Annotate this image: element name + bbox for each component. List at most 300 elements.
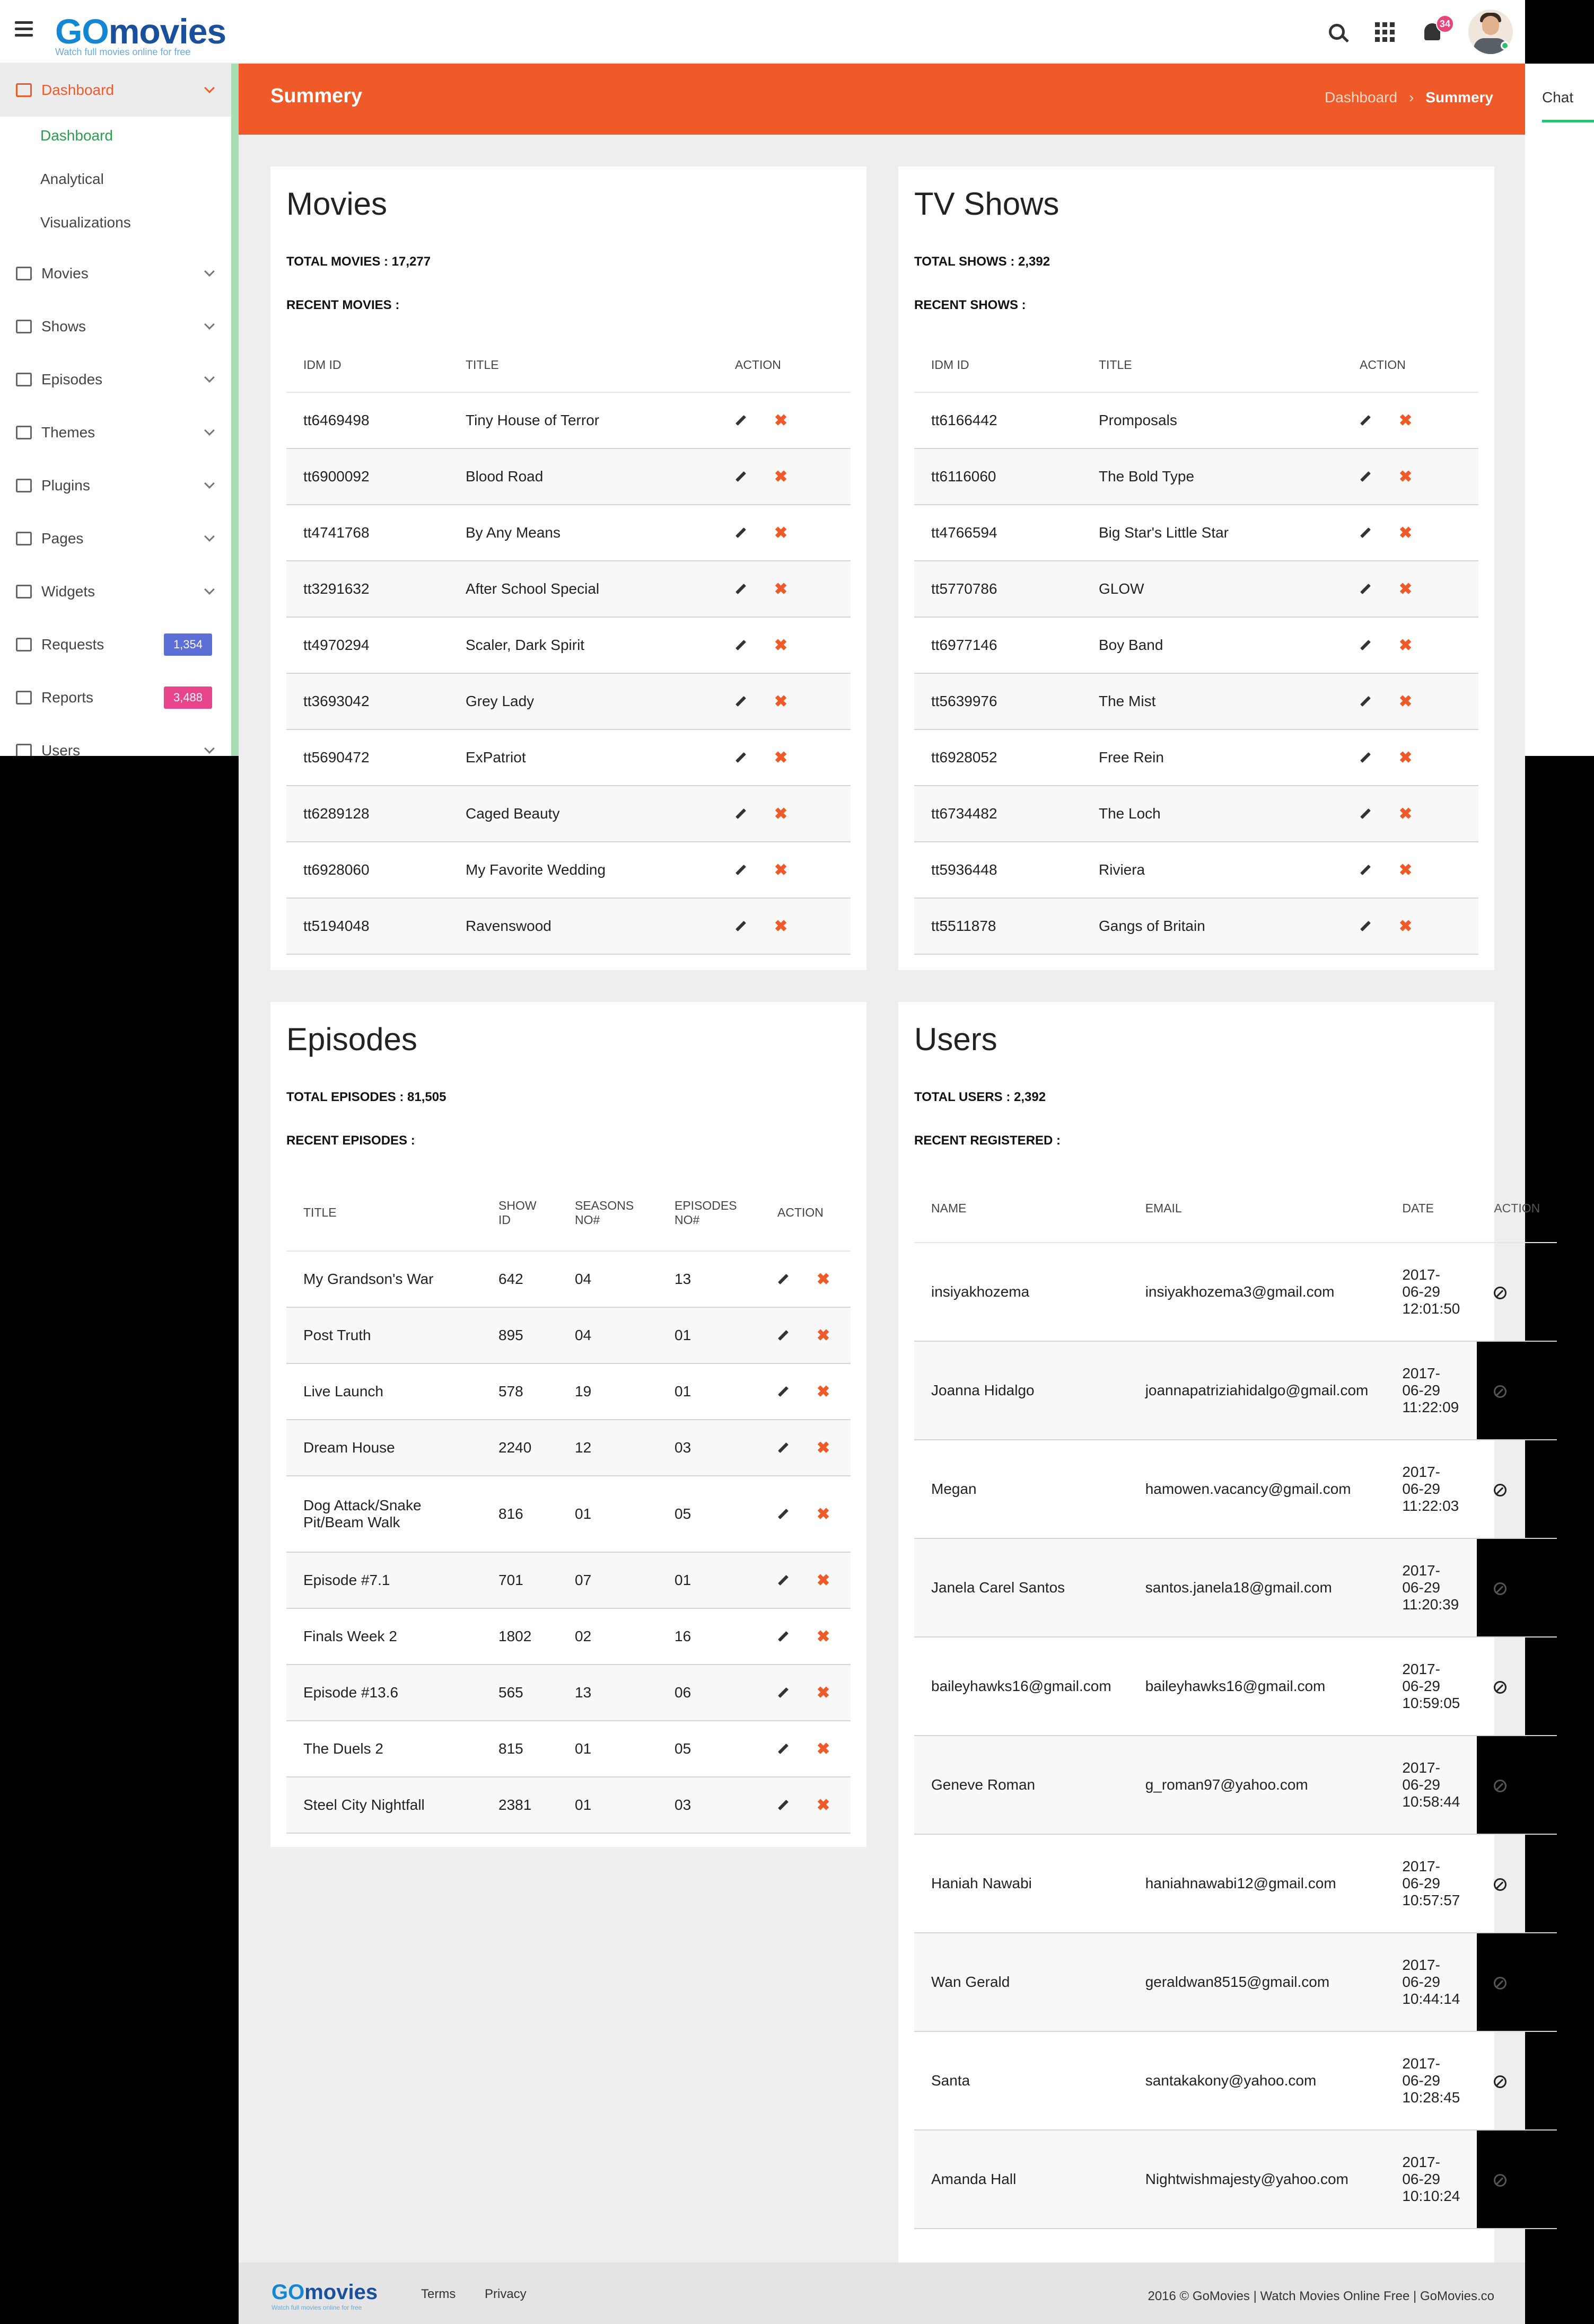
edit-icon[interactable] xyxy=(778,1509,789,1519)
edit-icon[interactable] xyxy=(1360,640,1371,650)
sidebar-item-users[interactable] xyxy=(0,724,231,756)
chevron-down-icon xyxy=(204,743,215,754)
delete-icon[interactable]: ✖ xyxy=(1399,468,1413,486)
table-cell: tt5690472 xyxy=(286,729,449,786)
block-user-icon[interactable] xyxy=(1494,1780,1507,1792)
delete-icon[interactable]: ✖ xyxy=(1399,749,1413,767)
action-cell xyxy=(1477,2130,1557,2229)
sidebar-item-episodes[interactable] xyxy=(0,353,231,406)
action-cell xyxy=(760,1777,851,1833)
block-user-icon[interactable] xyxy=(1494,1977,1507,1990)
delete-icon[interactable]: ✖ xyxy=(1399,805,1413,823)
apps-button[interactable] xyxy=(1361,0,1408,64)
breadcrumb-dashboard[interactable]: Dashboard xyxy=(1325,89,1398,105)
action-cell xyxy=(760,1251,851,1307)
table-row[interactable] xyxy=(286,1420,851,1476)
action-cell xyxy=(718,842,851,898)
table-cell: 04 xyxy=(558,1251,658,1307)
delete-icon[interactable]: ✖ xyxy=(774,917,788,935)
action-cell xyxy=(718,729,851,786)
table-row[interactable] xyxy=(286,1251,851,1307)
edit-icon[interactable] xyxy=(735,865,746,875)
breadcrumb xyxy=(1325,89,1493,106)
table-cell: tt4970294 xyxy=(286,617,449,673)
delete-icon[interactable]: ✖ xyxy=(1399,917,1413,935)
action-cell xyxy=(1343,898,1478,954)
sidebar xyxy=(0,64,239,756)
action-cell xyxy=(760,1665,851,1721)
table-cell: Post Truth xyxy=(286,1307,481,1363)
layers-icon xyxy=(16,532,32,545)
user-menu[interactable] xyxy=(1456,0,1525,64)
users-title: Users xyxy=(914,1022,997,1057)
edit-icon[interactable] xyxy=(735,584,746,594)
table-cell: tt5639976 xyxy=(914,673,1082,729)
table-cell: 2017- 06-29 11:22:03 xyxy=(1385,1440,1477,1538)
grid-icon xyxy=(16,320,32,333)
action-cell xyxy=(1343,673,1478,729)
logo-movies: movies xyxy=(304,2281,378,2304)
table-row[interactable] xyxy=(914,1637,1557,1736)
plugin-icon xyxy=(16,479,32,492)
users-total: TOTAL USERS : 2,392 xyxy=(914,1090,1046,1104)
users-recent-label: RECENT REGISTERED : xyxy=(914,1133,1061,1148)
chat-panel xyxy=(1525,64,1594,756)
table-cell: tt3291632 xyxy=(286,561,449,617)
table-row[interactable] xyxy=(286,842,851,898)
table-cell: 565 xyxy=(481,1665,558,1721)
action-cell xyxy=(760,1721,851,1777)
action-cell xyxy=(1477,1637,1557,1736)
table-cell: tt6166442 xyxy=(914,392,1082,448)
table-cell: 1802 xyxy=(481,1608,558,1665)
delete-icon[interactable]: ✖ xyxy=(774,636,788,654)
shows-total: TOTAL SHOWS : 2,392 xyxy=(914,254,1050,269)
table-cell: Caged Beauty xyxy=(449,786,718,842)
episodes-recent-label: RECENT EPISODES : xyxy=(286,1133,415,1148)
table-cell: tt4741768 xyxy=(286,505,449,561)
column-header: IDM ID xyxy=(286,338,449,392)
block-user-icon[interactable] xyxy=(1494,1484,1507,1496)
action-cell xyxy=(1477,1933,1557,2031)
sidebar-sub-visualizations[interactable]: Visualizations xyxy=(40,214,131,231)
delete-icon[interactable]: ✖ xyxy=(817,1326,830,1344)
action-cell xyxy=(1343,392,1478,448)
page-title: Summery xyxy=(270,85,363,107)
table-row[interactable] xyxy=(286,1363,851,1420)
table-row[interactable] xyxy=(914,1243,1557,1341)
delete-icon[interactable]: ✖ xyxy=(817,1627,830,1645)
table-cell: Live Launch xyxy=(286,1363,481,1420)
logo[interactable] xyxy=(55,14,226,58)
delete-icon[interactable]: ✖ xyxy=(774,468,788,486)
delete-icon[interactable]: ✖ xyxy=(817,1439,830,1457)
column-header: ACTION xyxy=(760,1175,851,1251)
column-header: ACTION xyxy=(1477,1175,1557,1243)
chevron-down-icon xyxy=(204,478,215,489)
table-cell: 2017- 06-29 10:28:45 xyxy=(1385,2031,1477,2130)
table-cell: 701 xyxy=(481,1552,558,1608)
sidebar-item-label: Dashboard xyxy=(41,82,114,98)
table-row[interactable] xyxy=(914,1341,1557,1440)
column-header: EPISODES NO# xyxy=(658,1175,760,1251)
table-row[interactable] xyxy=(914,505,1478,561)
table-cell: 06 xyxy=(658,1665,760,1721)
table-cell: Megan xyxy=(914,1440,1128,1538)
action-cell xyxy=(1477,1341,1557,1440)
table-cell: My Favorite Wedding xyxy=(449,842,718,898)
action-cell xyxy=(760,1420,851,1476)
table-cell: tt6977146 xyxy=(914,617,1082,673)
column-header: TITLE xyxy=(449,338,718,392)
table-cell: Dog Attack/Snake Pit/Beam Walk xyxy=(286,1476,481,1552)
table-cell: haniahnawabi12@gmail.com xyxy=(1128,1834,1386,1933)
logo-go: GO xyxy=(271,2281,305,2304)
table-cell: 03 xyxy=(658,1777,760,1833)
block-user-icon[interactable] xyxy=(1494,2075,1507,2088)
sidebar-item-label: Themes xyxy=(41,424,95,441)
sidebar-item-movies[interactable] xyxy=(0,247,231,300)
edit-icon[interactable] xyxy=(735,696,746,707)
table-cell: Episode #7.1 xyxy=(286,1552,481,1608)
notifications-button[interactable] xyxy=(1408,0,1456,64)
edit-icon[interactable] xyxy=(778,1575,789,1586)
table-cell: Gangs of Britain xyxy=(1082,898,1343,954)
episodes-total: TOTAL EPISODES : 81,505 xyxy=(286,1090,446,1104)
delete-icon[interactable]: ✖ xyxy=(817,1796,830,1814)
edit-icon[interactable] xyxy=(1360,415,1371,426)
table-cell: 2017- 06-29 12:01:50 xyxy=(1385,1243,1477,1341)
sidebar-item-label: Reports xyxy=(41,689,94,706)
table-row[interactable] xyxy=(286,786,851,842)
edit-icon[interactable] xyxy=(778,1442,789,1453)
action-cell xyxy=(1343,786,1478,842)
edit-icon[interactable] xyxy=(778,1631,789,1642)
table-row[interactable] xyxy=(914,1834,1557,1933)
table-cell: 2017- 06-29 10:10:24 xyxy=(1385,2130,1477,2229)
edit-icon[interactable] xyxy=(778,1744,789,1754)
table-row[interactable] xyxy=(914,1736,1557,1834)
block-user-icon[interactable] xyxy=(1494,1681,1507,1694)
search-icon xyxy=(1329,24,1345,40)
delete-icon[interactable]: ✖ xyxy=(817,1270,830,1288)
table-cell: tt5511878 xyxy=(914,898,1082,954)
table-cell: The Loch xyxy=(1082,786,1343,842)
movies-card xyxy=(270,166,866,970)
table-cell: insiyakhozema3@gmail.com xyxy=(1128,1243,1386,1341)
chevron-down-icon xyxy=(204,319,215,330)
sidebar-item-label: Movies xyxy=(41,265,89,281)
table-cell: Geneve Roman xyxy=(914,1736,1128,1834)
delete-icon[interactable]: ✖ xyxy=(817,1684,830,1702)
table-row[interactable] xyxy=(914,729,1478,786)
delete-icon[interactable]: ✖ xyxy=(774,861,788,879)
table-cell: 12 xyxy=(558,1420,658,1476)
logo-movies: movies xyxy=(108,12,226,51)
table-cell: tt6734482 xyxy=(914,786,1082,842)
table-cell: My Grandson's War xyxy=(286,1251,481,1307)
table-cell: 01 xyxy=(658,1307,760,1363)
delete-icon[interactable]: ✖ xyxy=(1399,636,1413,654)
edit-icon[interactable] xyxy=(735,640,746,650)
table-cell: Dream House xyxy=(286,1420,481,1476)
delete-icon[interactable]: ✖ xyxy=(774,524,788,542)
table-cell: 01 xyxy=(658,1363,760,1420)
movies-title: Movies xyxy=(286,186,388,222)
table-row[interactable] xyxy=(286,392,851,448)
edit-icon[interactable] xyxy=(778,1386,789,1397)
chevron-right-icon: › xyxy=(1409,89,1414,105)
delete-icon[interactable]: ✖ xyxy=(1399,524,1413,542)
search-button[interactable] xyxy=(1313,0,1361,64)
chevron-down-icon xyxy=(204,266,215,277)
breadcrumb-current: Summery xyxy=(1425,89,1493,105)
delete-icon[interactable]: ✖ xyxy=(1399,692,1413,710)
action-cell xyxy=(760,1307,851,1363)
delete-icon[interactable]: ✖ xyxy=(774,411,788,429)
edit-icon[interactable] xyxy=(1360,808,1371,819)
column-header: EMAIL xyxy=(1128,1175,1386,1243)
table-cell: Big Star's Little Star xyxy=(1082,505,1343,561)
terms-link[interactable]: Terms xyxy=(421,2287,456,2301)
table-cell: tt6928060 xyxy=(286,842,449,898)
delete-icon[interactable]: ✖ xyxy=(817,1740,830,1758)
table-row[interactable] xyxy=(286,898,851,954)
action-cell xyxy=(760,1363,851,1420)
sidebar-item-dashboard[interactable] xyxy=(0,64,231,117)
sidebar-item-widgets[interactable] xyxy=(0,565,231,618)
action-cell xyxy=(1477,1440,1557,1538)
logo-go: GO xyxy=(55,12,109,51)
action-cell xyxy=(718,786,851,842)
table-cell: Steel City Nightfall xyxy=(286,1777,481,1833)
table-cell: tt5936448 xyxy=(914,842,1082,898)
table-row[interactable] xyxy=(286,673,851,729)
table-cell: tt6289128 xyxy=(286,786,449,842)
table-cell: Boy Band xyxy=(1082,617,1343,673)
action-cell xyxy=(1477,2031,1557,2130)
shows-table xyxy=(914,338,1478,955)
edit-icon[interactable] xyxy=(735,921,746,931)
delete-icon[interactable]: ✖ xyxy=(817,1571,830,1589)
table-cell: 642 xyxy=(481,1251,558,1307)
delete-icon[interactable]: ✖ xyxy=(774,805,788,823)
table-row[interactable] xyxy=(286,561,851,617)
block-user-icon[interactable] xyxy=(1494,1385,1507,1398)
delete-icon[interactable]: ✖ xyxy=(1399,580,1413,598)
action-cell xyxy=(760,1552,851,1608)
action-cell xyxy=(1477,1243,1557,1341)
edit-icon[interactable] xyxy=(1360,752,1371,763)
table-row[interactable] xyxy=(914,898,1478,954)
action-cell xyxy=(1477,1538,1557,1637)
delete-icon[interactable]: ✖ xyxy=(817,1383,830,1401)
table-cell: 2017- 06-29 11:22:09 xyxy=(1385,1341,1477,1440)
table-row[interactable] xyxy=(914,673,1478,729)
table-cell: 2017- 06-29 11:20:39 xyxy=(1385,1538,1477,1637)
table-cell: Grey Lady xyxy=(449,673,718,729)
edit-icon[interactable] xyxy=(778,1274,789,1284)
table-row[interactable] xyxy=(914,392,1478,448)
table-cell: Janela Carel Santos xyxy=(914,1538,1128,1637)
table-cell: 01 xyxy=(558,1777,658,1833)
episodes-card xyxy=(270,1002,866,1847)
table-cell: Wan Gerald xyxy=(914,1933,1128,2031)
block-user-icon[interactable] xyxy=(1494,1878,1507,1891)
dashboard-icon xyxy=(16,83,32,97)
table-cell: 578 xyxy=(481,1363,558,1420)
table-cell: baileyhawks16@gmail.com xyxy=(1128,1637,1386,1736)
sidebar-item-reports[interactable] xyxy=(0,671,231,724)
table-cell: Nightwishmajesty@yahoo.com xyxy=(1128,2130,1386,2229)
edit-icon[interactable] xyxy=(735,471,746,482)
table-row[interactable] xyxy=(286,1665,851,1721)
table-row[interactable] xyxy=(914,1538,1557,1637)
table-cell: santos.janela18@gmail.com xyxy=(1128,1538,1386,1637)
table-cell: Riviera xyxy=(1082,842,1343,898)
edit-icon[interactable] xyxy=(778,1687,789,1698)
table-row[interactable] xyxy=(914,1440,1557,1538)
sidebar-item-pages[interactable] xyxy=(0,512,231,565)
sidebar-item-plugins[interactable] xyxy=(0,459,231,512)
shows-recent-label: RECENT SHOWS : xyxy=(914,298,1026,312)
edit-icon[interactable] xyxy=(778,1330,789,1341)
table-row[interactable] xyxy=(914,786,1478,842)
edit-icon[interactable] xyxy=(1360,471,1371,482)
table-cell: 2017- 06-29 10:57:57 xyxy=(1385,1834,1477,1933)
edit-icon[interactable] xyxy=(735,415,746,426)
action-cell xyxy=(718,448,851,505)
table-row[interactable] xyxy=(914,2031,1557,2130)
main-content xyxy=(239,64,1540,2324)
table-row[interactable] xyxy=(286,505,851,561)
sidebar-item-requests[interactable] xyxy=(0,618,231,671)
table-cell: geraldwan8515@gmail.com xyxy=(1128,1933,1386,2031)
edit-icon[interactable] xyxy=(1360,865,1371,875)
action-cell xyxy=(1477,1834,1557,1933)
edit-icon[interactable] xyxy=(1360,584,1371,594)
footer-logo[interactable] xyxy=(271,2281,378,2304)
table-row[interactable] xyxy=(914,617,1478,673)
edit-icon[interactable] xyxy=(778,1800,789,1810)
table-cell: 01 xyxy=(658,1552,760,1608)
column-header: TITLE xyxy=(286,1175,481,1251)
episode-icon xyxy=(16,373,32,386)
table-cell: tt5194048 xyxy=(286,898,449,954)
table-cell: 01 xyxy=(558,1721,658,1777)
block-user-icon[interactable] xyxy=(1494,1582,1507,1595)
edit-icon[interactable] xyxy=(1360,921,1371,931)
table-cell: 07 xyxy=(558,1552,658,1608)
action-cell xyxy=(1343,842,1478,898)
table-cell: 02 xyxy=(558,1608,658,1665)
edit-icon[interactable] xyxy=(735,527,746,538)
privacy-link[interactable]: Privacy xyxy=(485,2287,527,2301)
episodes-table xyxy=(286,1175,851,1834)
table-row[interactable] xyxy=(914,448,1478,505)
table-cell: Episode #13.6 xyxy=(286,1665,481,1721)
table-row[interactable] xyxy=(286,617,851,673)
table-cell: 05 xyxy=(658,1721,760,1777)
sidebar-scrollbar[interactable] xyxy=(231,64,239,756)
column-header: NAME xyxy=(914,1175,1128,1243)
column-header: SHOW ID xyxy=(481,1175,558,1251)
table-row[interactable] xyxy=(286,1608,851,1665)
table-cell: tt4766594 xyxy=(914,505,1082,561)
table-cell: 815 xyxy=(481,1721,558,1777)
action-cell xyxy=(1343,505,1478,561)
tab-chat[interactable]: Chat xyxy=(1542,89,1574,105)
table-row[interactable] xyxy=(914,561,1478,617)
table-cell: tt3693042 xyxy=(286,673,449,729)
table-row[interactable] xyxy=(286,729,851,786)
block-user-icon[interactable] xyxy=(1494,2174,1507,2187)
table-row[interactable] xyxy=(914,2130,1557,2229)
delete-icon[interactable]: ✖ xyxy=(774,580,788,598)
edit-icon[interactable] xyxy=(735,808,746,819)
dots-icon xyxy=(16,585,32,598)
table-row[interactable] xyxy=(914,842,1478,898)
action-cell xyxy=(718,617,851,673)
delete-icon[interactable]: ✖ xyxy=(817,1505,830,1523)
sidebar-item-label: Pages xyxy=(41,530,84,547)
chevron-down-icon xyxy=(204,83,215,93)
table-cell: After School Special xyxy=(449,561,718,617)
sidebar-sub-analytical[interactable]: Analytical xyxy=(40,171,104,187)
table-cell: 03 xyxy=(658,1420,760,1476)
sidebar-item-themes[interactable] xyxy=(0,406,231,459)
footer-tagline: Watch full movies online for free xyxy=(271,2304,362,2311)
movies-table xyxy=(286,338,851,955)
menu-icon[interactable] xyxy=(15,21,33,36)
sidebar-item-label: Widgets xyxy=(41,583,95,600)
table-row[interactable] xyxy=(286,1721,851,1777)
table-row[interactable] xyxy=(286,1307,851,1363)
count-badge: 1,354 xyxy=(164,633,212,656)
table-header-row xyxy=(914,338,1478,392)
table-row[interactable] xyxy=(914,1933,1557,2031)
table-cell: Amanda Hall xyxy=(914,2130,1128,2229)
sidebar-item-shows[interactable] xyxy=(0,300,231,353)
delete-icon[interactable]: ✖ xyxy=(774,749,788,767)
delete-icon[interactable]: ✖ xyxy=(1399,861,1413,879)
delete-icon[interactable]: ✖ xyxy=(774,692,788,710)
delete-icon[interactable]: ✖ xyxy=(1399,411,1413,429)
edit-icon[interactable] xyxy=(735,752,746,763)
table-row[interactable] xyxy=(286,448,851,505)
block-user-icon[interactable] xyxy=(1494,1287,1507,1299)
table-cell: tt6116060 xyxy=(914,448,1082,505)
table-row[interactable] xyxy=(286,1777,851,1833)
table-cell: joannapatriziahidalgo@gmail.com xyxy=(1128,1341,1386,1440)
edit-icon[interactable] xyxy=(1360,696,1371,707)
table-cell: hamowen.vacancy@gmail.com xyxy=(1128,1440,1386,1538)
column-header: TITLE xyxy=(1082,338,1343,392)
table-cell: 13 xyxy=(658,1251,760,1307)
table-cell: 2017- 06-29 10:58:44 xyxy=(1385,1736,1477,1834)
table-cell: santakakony@yahoo.com xyxy=(1128,2031,1386,2130)
copyright: 2016 © GoMovies | Watch Movies Online Free | GoMovies.co xyxy=(1148,2289,1494,2303)
table-cell: 05 xyxy=(658,1476,760,1552)
table-cell: Ravenswood xyxy=(449,898,718,954)
map-icon xyxy=(16,426,32,439)
edit-icon[interactable] xyxy=(1360,527,1371,538)
column-header: SEASONS NO# xyxy=(558,1175,658,1251)
table-row[interactable] xyxy=(286,1476,851,1552)
table-cell: baileyhawks16@gmail.com xyxy=(914,1637,1128,1736)
sidebar-sub-dashboard[interactable]: Dashboard xyxy=(40,127,113,144)
table-row[interactable] xyxy=(286,1552,851,1608)
